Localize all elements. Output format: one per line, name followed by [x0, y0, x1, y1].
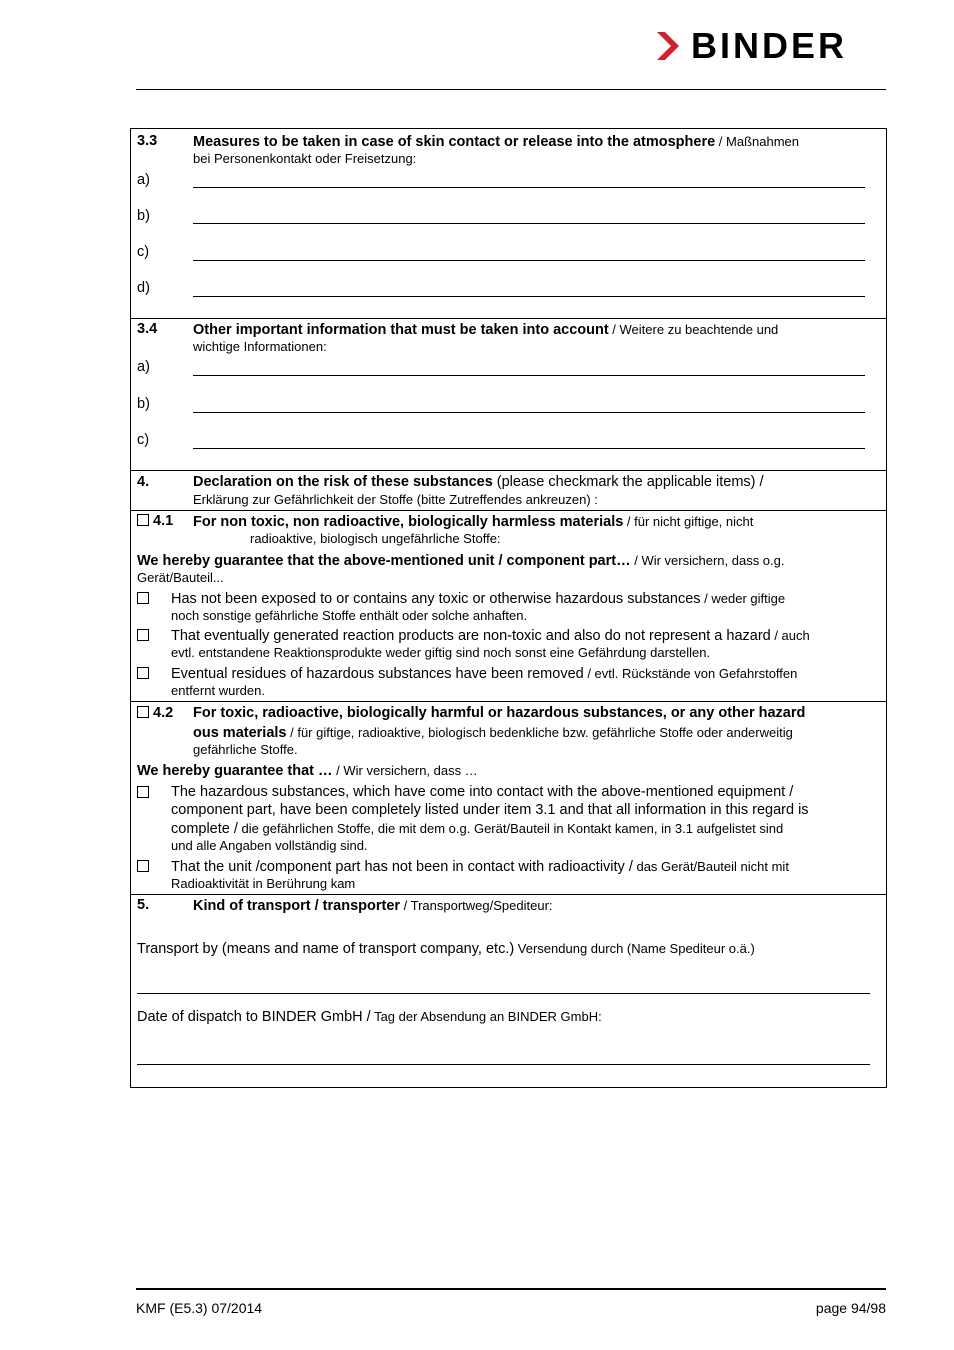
- checkbox-4-1[interactable]: [137, 514, 149, 526]
- binder-arrow-icon: [655, 30, 683, 62]
- answer-line-a[interactable]: [193, 187, 865, 188]
- guarantee-text: We hereby guarantee that … / Wir versichern, dass …: [137, 763, 478, 779]
- checklist-item-de: Radioaktivität in Berührung kam: [171, 876, 356, 891]
- section-divider: [131, 470, 886, 471]
- brand-name: BINDER: [691, 25, 848, 66]
- answer-line-c[interactable]: [193, 260, 865, 261]
- checkbox[interactable]: [137, 629, 149, 641]
- declaration-form: [130, 128, 887, 1088]
- section-4-2-title: For toxic, radioactive, biologically harmful or hazardous substances, or any other hazard: [193, 705, 806, 721]
- checkbox[interactable]: [137, 786, 149, 798]
- dispatch-date-label: Date of dispatch to BINDER GmbH / Tag der Absendung an BINDER GmbH:: [137, 1009, 602, 1025]
- checkbox-4-2[interactable]: [137, 706, 149, 718]
- answer-line-b[interactable]: [193, 412, 865, 413]
- checklist-item: That the unit /component part has not been in contact with radioactivity / das Gerät/Bauteil nicht mit: [171, 859, 789, 875]
- item-label: a): [137, 172, 150, 188]
- answer-line-d[interactable]: [193, 296, 865, 297]
- checkbox[interactable]: [137, 667, 149, 679]
- checklist-item: The hazardous substances, which have come into contact with the above-mentioned equipment /: [171, 784, 794, 800]
- footer-rule: [136, 1288, 886, 1290]
- section-number: 3.3: [137, 133, 158, 149]
- section-4-title: Declaration on the risk of these substances (please checkmark the applicable items) /: [193, 474, 764, 490]
- item-label: a): [137, 359, 150, 375]
- section-3-3-title: Measures to be taken in case of skin contact or release into the atmosphere / Maßnahmen: [193, 134, 799, 150]
- section-4-2-number: 4.2: [137, 705, 173, 722]
- answer-line-c[interactable]: [193, 448, 865, 449]
- page-number: page 94/98: [815, 1300, 886, 1316]
- section-number: 4.: [137, 474, 150, 490]
- section-3-3-subtitle: bei Personenkontakt oder Freisetzung:: [193, 151, 417, 166]
- section-5-title: Kind of transport / transporter / Transportweg/Spediteur:: [193, 898, 553, 914]
- item-label: c): [137, 244, 150, 260]
- transport-answer-line[interactable]: [137, 993, 870, 994]
- transport-label: Transport by (means and name of transport company, etc.) Versendung durch (Name Spediteur o.ä.): [137, 941, 755, 957]
- section-divider: [131, 510, 886, 511]
- item-label: b): [137, 396, 150, 412]
- checklist-item-cont: complete / die gefährlichen Stoffe, die mit dem o.g. Gerät/Bauteil in Kontakt kamen, in 3.1 aufgelistet sind: [171, 821, 784, 837]
- guarantee-text: We hereby guarantee that the above-mentioned unit / component part… / Wir versichern, dass o.g.: [137, 553, 785, 569]
- checkbox[interactable]: [137, 860, 149, 872]
- item-label: b): [137, 208, 150, 224]
- checklist-item-cont: component part, have been completely listed under item 3.1 and that all information in this regard is: [171, 802, 809, 818]
- section-3-4-subtitle: wichtige Informationen:: [193, 339, 327, 354]
- section-4-1-subtitle: radioaktive, biologisch ungefährliche Stoffe:: [250, 531, 501, 546]
- item-label: d): [137, 280, 150, 296]
- header-rule: [136, 89, 886, 90]
- section-divider: [131, 894, 886, 895]
- checkbox[interactable]: [137, 592, 149, 604]
- answer-line-a[interactable]: [193, 375, 865, 376]
- section-4-subtitle: Erklärung zur Gefährlichkeit der Stoffe (bitte Zutreffendes ankreuzen) :: [193, 492, 598, 507]
- checklist-item: Has not been exposed to or contains any toxic or otherwise hazardous substances / weder giftige: [171, 591, 786, 607]
- checklist-item: That eventually generated reaction products are non-toxic and also do not represent a hazard / auch: [171, 628, 810, 644]
- section-number: 3.4: [137, 321, 158, 337]
- dispatch-date-answer-line[interactable]: [137, 1064, 870, 1065]
- checklist-item-de: entfernt wurden.: [171, 683, 265, 698]
- checklist-item-de: noch sonstige gefährliche Stoffe enthält oder solche anhaften.: [171, 608, 528, 623]
- checklist-item-de: und alle Angaben vollständig sind.: [171, 838, 368, 853]
- section-4-1-title: For non toxic, non radioactive, biologically harmless materials / für nicht giftige, nicht: [193, 514, 754, 530]
- section-divider: [131, 701, 886, 702]
- guarantee-text-de: Gerät/Bauteil...: [137, 570, 224, 585]
- checklist-item: Eventual residues of hazardous substances have been removed / evtl. Rückstände von Gefahrstoffen: [171, 666, 798, 682]
- section-3-4-title: Other important information that must be taken into account / Weitere zu beachtende und: [193, 322, 779, 338]
- binder-logo: [655, 25, 887, 66]
- section-4-2-title-cont: ous materials / für giftige, radioaktive, biologisch bedenkliche bzw. gefährliche Stoffe oder anderweitig: [193, 725, 793, 741]
- section-4-2-subtitle: gefährliche Stoffe.: [193, 742, 298, 757]
- document-id: KMF (E5.3) 07/2014: [136, 1300, 263, 1316]
- checklist-item-de: evtl. entstandene Reaktionsprodukte weder giftig sind noch sonst eine Gefährdung darstellen.: [171, 645, 711, 660]
- item-label: c): [137, 432, 150, 448]
- section-number: 5.: [137, 897, 150, 913]
- section-4-1-number: 4.1: [137, 513, 173, 530]
- answer-line-b[interactable]: [193, 223, 865, 224]
- section-divider: [131, 318, 886, 319]
